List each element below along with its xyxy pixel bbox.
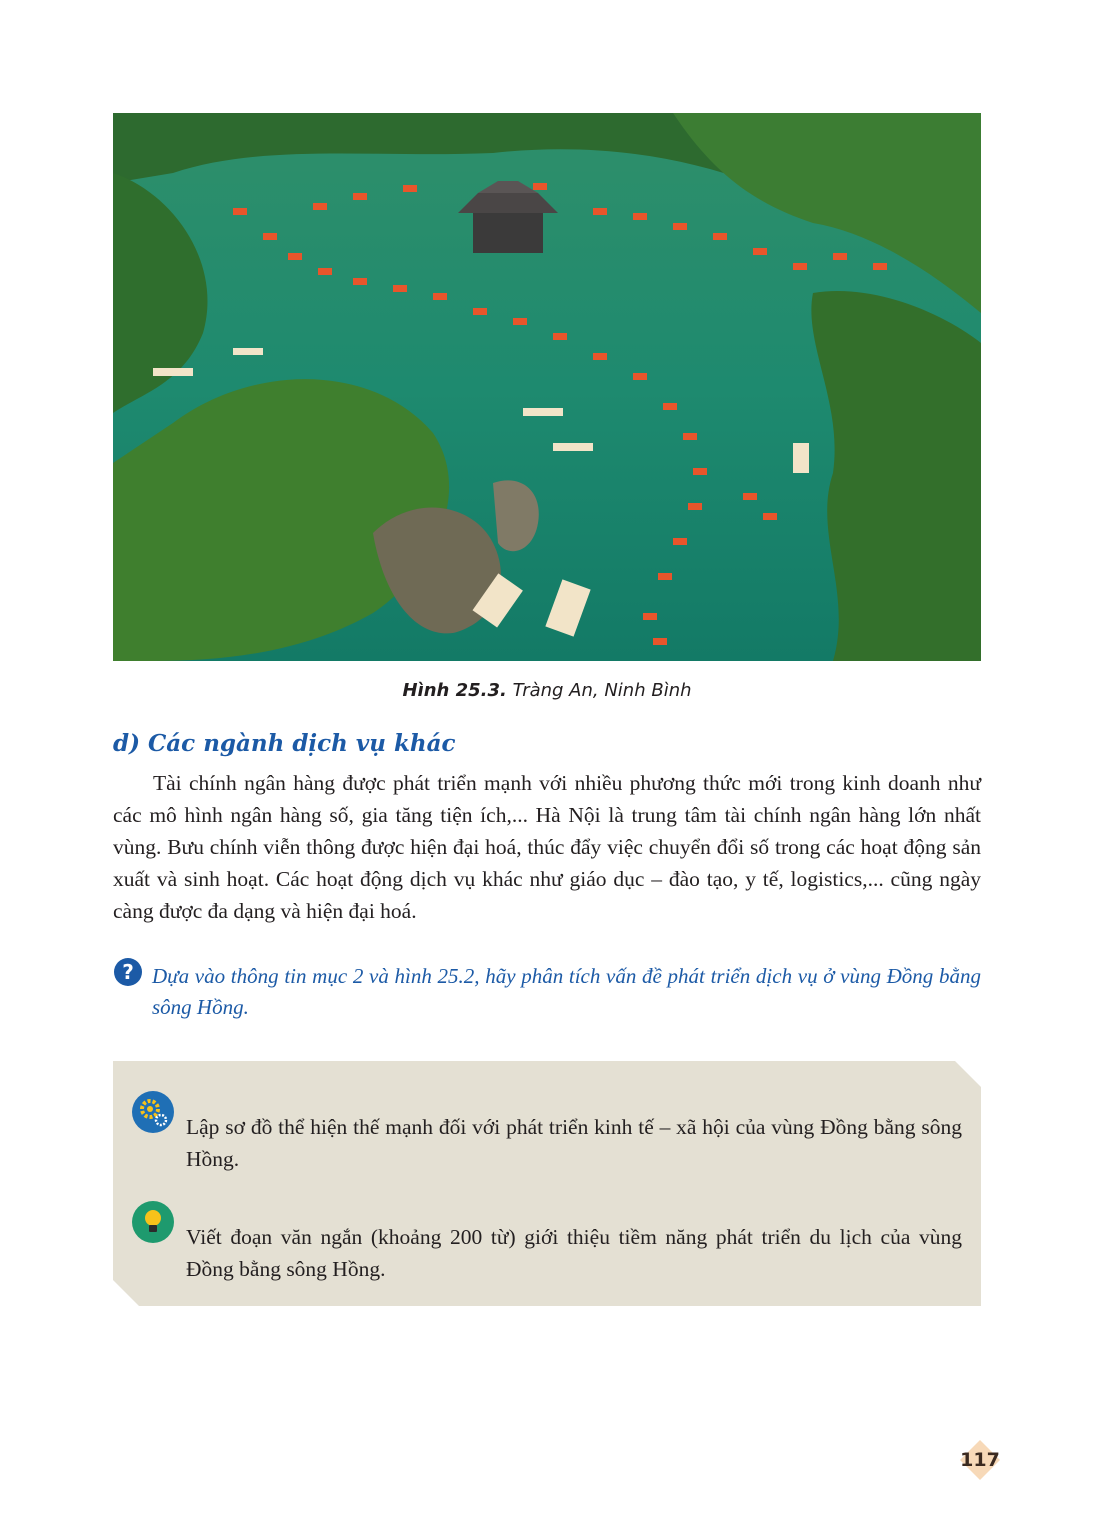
- practice-task-text: Lập sơ đồ thể hiện thế mạnh đối với phát triển kinh tế – xã hội của vùng Đồng bằng sông Hồng.: [186, 1115, 962, 1171]
- figure-caption-text: Tràng An, Ninh Bình: [512, 680, 692, 701]
- lightbulb-icon: [131, 1200, 175, 1244]
- question-icon: [113, 957, 143, 987]
- question-text: Dựa vào thông tin mục 2 và hình 25.2, hãy phân tích vấn đề phát triển dịch vụ ở vùng Đồng bằng sông Hồng.: [152, 964, 981, 1019]
- figure-photo: [113, 113, 981, 661]
- trang-an-photo: [113, 113, 981, 661]
- svg-text:?: ?: [122, 960, 134, 984]
- figure-caption: [113, 680, 981, 701]
- gears-icon: [131, 1090, 175, 1134]
- page-number: 117: [960, 1449, 1000, 1471]
- figure-label: Hình 25.3.: [402, 680, 507, 701]
- application-task-text: Viết đoạn văn ngắn (khoảng 200 từ) giới thiệu tiềm năng phát triển du lịch của vùng Đồng bằng sông Hồng.: [186, 1225, 962, 1281]
- section-heading: d) Các ngành dịch vụ khác: [113, 730, 456, 757]
- section-paragraph: Tài chính ngân hàng được phát triển mạnh với nhiều phương thức mới trong kinh doanh như các mô hình ngân hàng số, gia tăng tiện ích,... Hà Nội là trung tâm tài chính ngân hàng lớn nhất vùng. Bưu chính viễn thông được hiện đại hoá, thúc đẩy việc chuyển đổi số trong các hoạt động sản xuất và sinh hoạt. Các hoạt động dịch vụ khác như giáo dục – đào tạo, y tế, logistics,... cũng ngày càng được đa dạng và hiện đại hoá.: [113, 771, 981, 923]
